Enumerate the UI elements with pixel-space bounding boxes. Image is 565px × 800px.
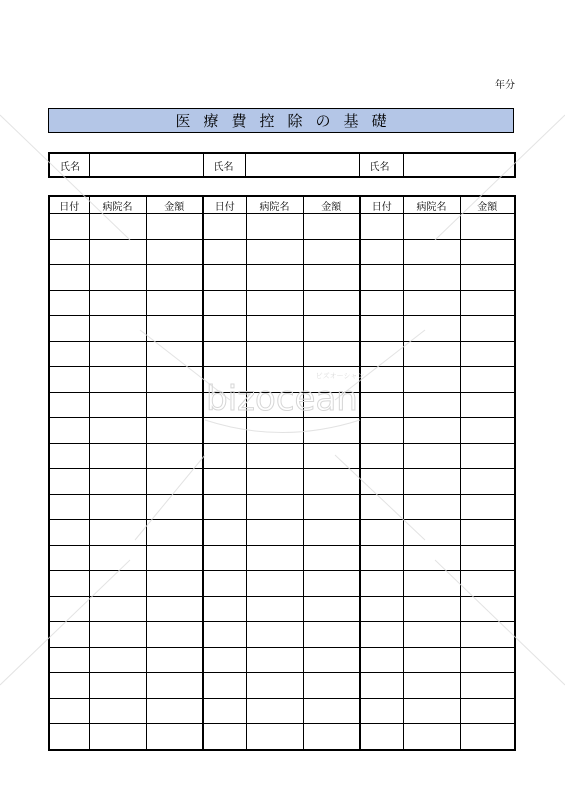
ledger-cell-amount[interactable] (146, 724, 203, 750)
ledger-cell-hospital[interactable] (246, 647, 303, 673)
ledger-cell-hospital[interactable] (89, 341, 146, 367)
ledger-row (49, 265, 515, 291)
ledger-row (49, 239, 515, 265)
ledger-cell-date[interactable] (203, 647, 246, 673)
ledger-cell-amount[interactable] (460, 392, 515, 418)
year-label: 年分 (495, 80, 515, 91)
ledger-cell-date[interactable] (203, 265, 246, 291)
ledger-cell-hospital[interactable] (89, 443, 146, 469)
ledger-cell-hospital[interactable] (403, 596, 460, 622)
ledger-cell-date[interactable] (360, 443, 403, 469)
ledger-cell-amount[interactable] (146, 367, 203, 393)
ledger-cell-amount[interactable] (146, 265, 203, 291)
ledger-cell-amount[interactable] (460, 571, 515, 597)
ledger-cell-amount[interactable] (146, 418, 203, 444)
ledger-cell-amount[interactable] (303, 367, 360, 393)
ledger-row (49, 698, 515, 724)
ledger-cell-amount[interactable] (460, 367, 515, 393)
ledger-cell-hospital[interactable] (89, 265, 146, 291)
ledger-cell-date[interactable] (360, 265, 403, 291)
ledger-cell-hospital[interactable] (403, 316, 460, 342)
ledger-cell-date[interactable] (203, 469, 246, 495)
ledger-cell-amount[interactable] (303, 469, 360, 495)
ledger-cell-hospital[interactable] (246, 596, 303, 622)
watermark-text: bizocean (206, 379, 358, 419)
col-header-amount-1: 金額 (146, 196, 203, 214)
col-header-date-2: 日付 (203, 196, 246, 214)
ledger-row (49, 443, 515, 469)
ledger-cell-amount[interactable] (146, 596, 203, 622)
ledger-cell-date[interactable] (203, 418, 246, 444)
title-bar (48, 108, 514, 133)
ledger-cell-hospital[interactable] (89, 622, 146, 648)
ledger-cell-date[interactable] (360, 239, 403, 265)
page-title: 医療費控除の基礎 (175, 112, 400, 130)
ledger-cell-amount[interactable] (460, 239, 515, 265)
ledger-cell-amount[interactable] (146, 341, 203, 367)
ledger-cell-date[interactable] (49, 341, 89, 367)
ledger-body (49, 214, 515, 750)
ledger-row (49, 392, 515, 418)
name-label-3: 氏名 (359, 153, 403, 177)
ledger-cell-date[interactable] (49, 698, 89, 724)
ledger-cell-hospital[interactable] (89, 290, 146, 316)
ledger-row (49, 341, 515, 367)
ledger-cell-date[interactable] (49, 571, 89, 597)
ledger-cell-hospital[interactable] (89, 469, 146, 495)
ledger-cell-hospital[interactable] (89, 239, 146, 265)
ledger-row (49, 469, 515, 495)
ledger-cell-hospital[interactable] (246, 341, 303, 367)
ledger-row (49, 596, 515, 622)
ledger-cell-hospital[interactable] (89, 647, 146, 673)
ledger-cell-hospital[interactable] (246, 571, 303, 597)
ledger-row (49, 724, 515, 750)
ledger-cell-date[interactable] (49, 647, 89, 673)
ledger-cell-hospital[interactable] (403, 698, 460, 724)
ledger-cell-date[interactable] (203, 724, 246, 750)
ledger-cell-date[interactable] (49, 290, 89, 316)
ledger-cell-amount[interactable] (460, 673, 515, 699)
ledger-cell-amount[interactable] (303, 316, 360, 342)
ledger-cell-amount[interactable] (146, 239, 203, 265)
watermark-subtext: ビズオーシャン (315, 372, 365, 380)
ledger-cell-amount[interactable] (460, 469, 515, 495)
ledger-row (49, 622, 515, 648)
ledger-cell-amount[interactable] (146, 214, 203, 240)
ledger-cell-date[interactable] (360, 367, 403, 393)
ledger-cell-amount[interactable] (460, 265, 515, 291)
ledger-cell-date[interactable] (203, 673, 246, 699)
ledger-cell-amount[interactable] (303, 545, 360, 571)
ledger-row (49, 647, 515, 673)
ledger-cell-date[interactable] (360, 545, 403, 571)
ledger-cell-amount[interactable] (146, 673, 203, 699)
ledger-cell-hospital[interactable] (403, 265, 460, 291)
ledger-cell-hospital[interactable] (403, 724, 460, 750)
ledger-cell-hospital[interactable] (246, 392, 303, 418)
ledger-cell-hospital[interactable] (403, 647, 460, 673)
ledger-cell-date[interactable] (360, 494, 403, 520)
ledger-cell-date[interactable] (360, 290, 403, 316)
ledger-cell-date[interactable] (203, 239, 246, 265)
ledger-cell-hospital[interactable] (246, 724, 303, 750)
ledger-cell-hospital[interactable] (246, 214, 303, 240)
ledger-cell-amount[interactable] (460, 596, 515, 622)
ledger-cell-hospital[interactable] (89, 494, 146, 520)
ledger-cell-amount[interactable] (146, 469, 203, 495)
expense-ledger (48, 195, 516, 751)
ledger-row (49, 673, 515, 699)
ledger-cell-hospital[interactable] (89, 596, 146, 622)
ledger-row (49, 214, 515, 240)
ledger-row (49, 545, 515, 571)
ledger-cell-hospital[interactable] (89, 367, 146, 393)
ledger-cell-amount[interactable] (303, 673, 360, 699)
ledger-cell-amount[interactable] (146, 571, 203, 597)
ledger-cell-date[interactable] (203, 622, 246, 648)
ledger-cell-amount[interactable] (460, 494, 515, 520)
ledger-cell-hospital[interactable] (403, 418, 460, 444)
ledger-cell-hospital[interactable] (403, 392, 460, 418)
ledger-cell-date[interactable] (360, 647, 403, 673)
col-header-amount-2: 金額 (303, 196, 360, 214)
ledger-cell-date[interactable] (49, 545, 89, 571)
ledger-cell-hospital[interactable] (403, 494, 460, 520)
ledger-cell-amount[interactable] (460, 443, 515, 469)
ledger-cell-hospital[interactable] (403, 290, 460, 316)
name-field-2[interactable] (245, 153, 359, 177)
col-header-date-3: 日付 (360, 196, 403, 214)
ledger-cell-amount[interactable] (303, 698, 360, 724)
col-header-amount-3: 金額 (460, 196, 515, 214)
ledger-cell-date[interactable] (360, 214, 403, 240)
ledger-cell-hospital[interactable] (246, 520, 303, 546)
ledger-cell-date[interactable] (49, 520, 89, 546)
ledger-cell-date[interactable] (203, 290, 246, 316)
ledger-cell-date[interactable] (360, 341, 403, 367)
ledger-cell-date[interactable] (203, 214, 246, 240)
name-section (48, 152, 516, 178)
ledger-cell-hospital[interactable] (89, 724, 146, 750)
ledger-cell-date[interactable] (49, 724, 89, 750)
ledger-row (49, 367, 515, 393)
ledger-cell-hospital[interactable] (89, 698, 146, 724)
ledger-row (49, 290, 515, 316)
ledger-cell-hospital[interactable] (89, 392, 146, 418)
ledger-cell-amount[interactable] (303, 520, 360, 546)
ledger-cell-date[interactable] (203, 596, 246, 622)
ledger-cell-date[interactable] (203, 545, 246, 571)
ledger-cell-date[interactable] (203, 571, 246, 597)
ledger-cell-amount[interactable] (460, 214, 515, 240)
ledger-cell-amount[interactable] (146, 622, 203, 648)
ledger-cell-hospital[interactable] (89, 571, 146, 597)
name-field-3[interactable] (403, 153, 515, 177)
ledger-row (49, 494, 515, 520)
ledger-cell-date[interactable] (203, 520, 246, 546)
ledger-cell-hospital[interactable] (89, 520, 146, 546)
ledger-row (49, 418, 515, 444)
ledger-cell-amount[interactable] (460, 622, 515, 648)
ledger-cell-amount[interactable] (146, 443, 203, 469)
ledger-cell-amount[interactable] (460, 290, 515, 316)
ledger-cell-hospital[interactable] (403, 239, 460, 265)
ledger-cell-hospital[interactable] (403, 622, 460, 648)
ledger-cell-date[interactable] (49, 239, 89, 265)
col-header-hospital-3: 病院名 (403, 196, 460, 214)
ledger-cell-hospital[interactable] (246, 290, 303, 316)
ledger-cell-date[interactable] (360, 571, 403, 597)
col-header-date-1: 日付 (49, 196, 89, 214)
ledger-cell-hospital[interactable] (89, 545, 146, 571)
ledger-cell-hospital[interactable] (403, 469, 460, 495)
ledger-cell-amount[interactable] (303, 341, 360, 367)
ledger-row (49, 520, 515, 546)
ledger-cell-amount[interactable] (303, 647, 360, 673)
ledger-cell-amount[interactable] (303, 494, 360, 520)
ledger-cell-date[interactable] (49, 316, 89, 342)
ledger-cell-hospital[interactable] (89, 316, 146, 342)
ledger-cell-hospital[interactable] (403, 341, 460, 367)
ledger-cell-hospital[interactable] (403, 571, 460, 597)
col-header-hospital-2: 病院名 (246, 196, 303, 214)
name-field-1[interactable] (89, 153, 203, 177)
ledger-cell-hospital[interactable] (403, 545, 460, 571)
ledger-cell-date[interactable] (360, 724, 403, 750)
ledger-cell-amount[interactable] (460, 724, 515, 750)
ledger-cell-hospital[interactable] (403, 673, 460, 699)
ledger-cell-amount[interactable] (146, 520, 203, 546)
ledger-cell-amount[interactable] (303, 290, 360, 316)
ledger-cell-hospital[interactable] (246, 418, 303, 444)
ledger-cell-amount[interactable] (303, 443, 360, 469)
ledger-cell-date[interactable] (203, 443, 246, 469)
ledger-cell-date[interactable] (49, 622, 89, 648)
ledger-cell-date[interactable] (360, 520, 403, 546)
ledger-cell-date[interactable] (203, 698, 246, 724)
ledger-cell-hospital[interactable] (246, 494, 303, 520)
ledger-cell-amount[interactable] (146, 545, 203, 571)
ledger-cell-amount[interactable] (303, 571, 360, 597)
ledger-row (49, 571, 515, 597)
ledger-cell-hospital[interactable] (246, 367, 303, 393)
ledger-cell-hospital[interactable] (403, 443, 460, 469)
ledger-cell-amount[interactable] (146, 494, 203, 520)
ledger-cell-date[interactable] (360, 622, 403, 648)
ledger-cell-date[interactable] (360, 469, 403, 495)
ledger-cell-hospital[interactable] (246, 622, 303, 648)
ledger-cell-hospital[interactable] (246, 316, 303, 342)
ledger-cell-amount[interactable] (303, 239, 360, 265)
name-label-2: 氏名 (203, 153, 245, 177)
ledger-cell-hospital[interactable] (403, 520, 460, 546)
ledger-cell-hospital[interactable] (246, 443, 303, 469)
ledger-cell-date[interactable] (49, 214, 89, 240)
ledger-cell-amount[interactable] (460, 316, 515, 342)
ledger-cell-amount[interactable] (146, 290, 203, 316)
col-header-hospital-1: 病院名 (89, 196, 146, 214)
ledger-cell-amount[interactable] (303, 265, 360, 291)
ledger-cell-amount[interactable] (146, 698, 203, 724)
ledger-cell-hospital[interactable] (89, 673, 146, 699)
ledger-cell-hospital[interactable] (89, 418, 146, 444)
ledger-cell-date[interactable] (360, 316, 403, 342)
ledger-cell-date[interactable] (49, 418, 89, 444)
ledger-cell-hospital[interactable] (246, 239, 303, 265)
ledger-cell-amount[interactable] (460, 647, 515, 673)
ledger-cell-date[interactable] (203, 367, 246, 393)
ledger-cell-date[interactable] (203, 494, 246, 520)
ledger-cell-amount[interactable] (146, 316, 203, 342)
ledger-cell-date[interactable] (49, 494, 89, 520)
ledger-cell-amount[interactable] (460, 418, 515, 444)
ledger-cell-date[interactable] (49, 596, 89, 622)
ledger-cell-amount[interactable] (303, 596, 360, 622)
ledger-cell-hospital[interactable] (89, 214, 146, 240)
ledger-cell-date[interactable] (360, 673, 403, 699)
ledger-cell-date[interactable] (49, 392, 89, 418)
ledger-cell-amount[interactable] (460, 698, 515, 724)
ledger-cell-amount[interactable] (303, 724, 360, 750)
ledger-cell-amount[interactable] (303, 392, 360, 418)
ledger-cell-amount[interactable] (146, 647, 203, 673)
ledger-cell-amount[interactable] (303, 622, 360, 648)
ledger-cell-date[interactable] (49, 265, 89, 291)
ledger-cell-amount[interactable] (460, 341, 515, 367)
ledger-cell-hospital[interactable] (403, 214, 460, 240)
ledger-cell-date[interactable] (360, 392, 403, 418)
ledger-cell-hospital[interactable] (403, 367, 460, 393)
ledger-cell-date[interactable] (49, 469, 89, 495)
ledger-cell-amount[interactable] (460, 545, 515, 571)
ledger-cell-date[interactable] (49, 367, 89, 393)
name-label-1: 氏名 (49, 153, 89, 177)
ledger-cell-date[interactable] (49, 443, 89, 469)
ledger-cell-hospital[interactable] (246, 469, 303, 495)
ledger-cell-amount[interactable] (303, 214, 360, 240)
ledger-cell-date[interactable] (203, 392, 246, 418)
ledger-cell-date[interactable] (360, 596, 403, 622)
ledger-cell-date[interactable] (360, 418, 403, 444)
ledger-cell-amount[interactable] (146, 392, 203, 418)
ledger-cell-hospital[interactable] (246, 265, 303, 291)
ledger-row (49, 316, 515, 342)
ledger-cell-hospital[interactable] (246, 545, 303, 571)
ledger-cell-amount[interactable] (460, 520, 515, 546)
ledger-cell-date[interactable] (203, 341, 246, 367)
ledger-cell-amount[interactable] (303, 418, 360, 444)
ledger-cell-hospital[interactable] (246, 698, 303, 724)
ledger-cell-date[interactable] (49, 673, 89, 699)
ledger-cell-date[interactable] (203, 316, 246, 342)
ledger-cell-hospital[interactable] (246, 673, 303, 699)
ledger-cell-date[interactable] (360, 698, 403, 724)
